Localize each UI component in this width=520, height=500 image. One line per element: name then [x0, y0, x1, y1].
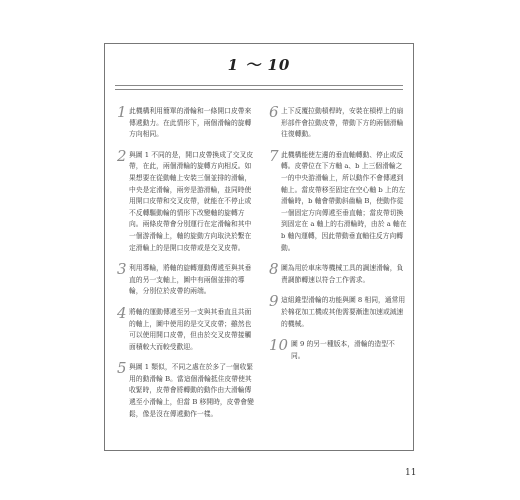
item-text: 此機構利用簡單的滑輪和一條開口皮帶來傳遞動力。在此情形下，兩個滑輪的旋轉方向相同。 [129, 107, 252, 139]
item-text: 圖 9 的另一種版本，滑輪的造型不同。 [291, 340, 395, 360]
item-text: 上下反覆拉動槓桿時，安裝在槓桿上的扇形部件會拉動皮帶，帶動下方的兩個滑輪往復轉動。 [281, 107, 404, 139]
item-number: 6 [269, 103, 279, 121]
list-item [117, 260, 255, 298]
item-number: 5 [117, 359, 127, 378]
item-text: 與圖 1 不同的是，開口皮帶換成了交叉皮帶，在此，兩個滑輪的旋轉方向相反。如果想要在從動軸上安裝三個並排的滑輪，中央是定滑輪，兩旁是游滑輪，並同時使用開口皮帶和交叉皮帶，就能在不停止或不反轉驅動輪的情形下改變軸的旋轉方向。兩條皮帶會分別運行在定滑輪和其中一個游滑輪上，軸的旋動方向取決於繫在定滑輪上的是開口皮帶或是交叉皮帶。 [129, 150, 254, 252]
item-text: 利用導輪，將軸的旋轉運動傳遞至與其垂直的另一支軸上，圖中有兩個並排的導輪，分別位於皮帶的兩端。 [129, 264, 252, 296]
content-frame [104, 43, 414, 451]
item-number: 8 [269, 260, 279, 279]
item-number: 3 [117, 260, 127, 279]
list-item [117, 303, 255, 353]
list-item [269, 146, 407, 254]
list-item [117, 359, 255, 420]
item-text: 圖為用於車床等機械工具的調速滑輪，負責調節轉速以符合工作需求。 [281, 264, 404, 284]
item-text: 與圖 1 類似，不同之處在於多了一個收緊用的動滑輪 B。當這個滑輪抵住皮帶使其收緊時，皮帶會將轉動的動作由大滑輪傳遞至小滑輪上，但當 B 移開時，皮帶會變鬆，像是沒在傳遞動作一樣。 [129, 363, 254, 418]
page-title: 1 ～ 10 [227, 56, 291, 74]
list-item [269, 260, 407, 286]
item-text: 此機構能使左邊的垂直軸轉動、停止或反轉。皮帶位在下方軸 a、b 上三個滑輪之一的中央游滑輪上，所以動作不會傳遞到軸上。當皮帶移至固定在空心軸 b 上的左滑輪時，b 軸會帶動斜齒輪 B，使動作從一個固定方向傳遞至垂直軸；當皮帶切換到固定在 a 軸上的右滑輪時，由於 a 軸在 b 軸內運轉，因此帶動垂直軸往反方向轉動。 [281, 150, 407, 252]
left-column [117, 103, 255, 429]
item-number: 7 [269, 146, 279, 165]
list-item [117, 103, 255, 141]
item-text: 這組錐型滑輪的功能與圖 8 相同，通常用於棉花加工機或其他需要漸進加速或減速的機械。 [281, 296, 406, 328]
item-text: 將軸的運動傳遞至另一支與其垂直且共面的軸上，圖中使用的是交叉皮帶；雖然也可以使用開口皮帶，但由於交叉皮帶接觸面積較大而較受歡迎。 [129, 307, 252, 351]
page-number: 11 [405, 468, 417, 478]
list-item [117, 146, 255, 254]
list-item [269, 292, 407, 330]
title-divider [115, 85, 403, 90]
list-item [269, 103, 407, 141]
item-number: 9 [269, 292, 279, 311]
right-column [269, 103, 407, 371]
item-number: 4 [117, 303, 127, 322]
item-number: 10 [269, 336, 289, 355]
item-number: 2 [117, 146, 127, 165]
item-number: 1 [117, 103, 127, 121]
list-item [269, 336, 407, 362]
